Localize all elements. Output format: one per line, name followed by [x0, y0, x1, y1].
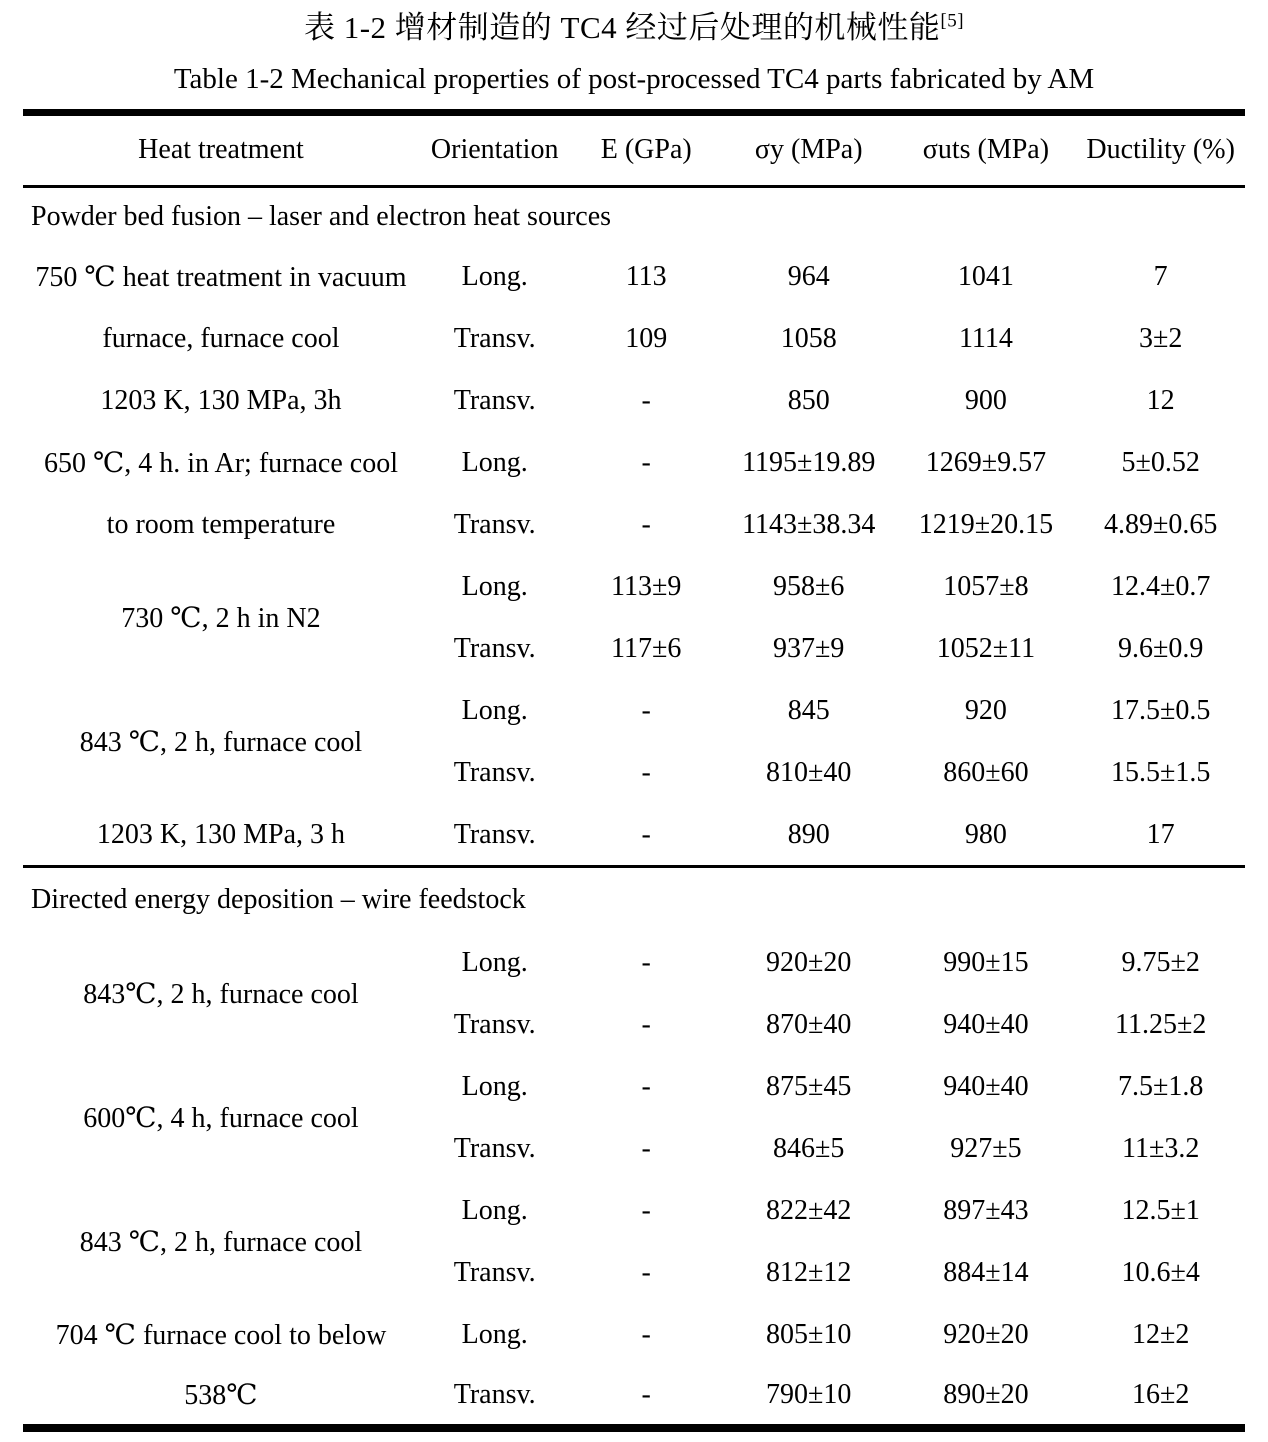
- table-row: [23, 494, 1245, 556]
- sigma-y-cell: 875±45: [766, 1071, 852, 1103]
- heat-treatment-cell: 730 ℃, 2 h in N2: [121, 603, 321, 635]
- orientation-cell: Transv.: [453, 757, 536, 789]
- orientation-cell: Long.: [461, 1195, 528, 1227]
- orientation-cell: Long.: [461, 695, 528, 727]
- orientation-cell: Transv.: [453, 1133, 536, 1165]
- sigma-uts-cell: 920±20: [943, 1319, 1029, 1351]
- ductility-cell: 12.5±1: [1121, 1195, 1200, 1227]
- table-row: [23, 804, 1245, 866]
- e-gpa-cell: -: [641, 1195, 651, 1227]
- ductility-cell: 10.6±4: [1121, 1257, 1200, 1289]
- mechanical-properties-table: [23, 109, 1245, 1433]
- sigma-y-cell: 937±9: [773, 633, 845, 665]
- sigma-y-cell: 1058: [780, 323, 837, 355]
- sigma-y-cell: 845: [787, 695, 830, 727]
- sigma-uts-cell: 900: [964, 385, 1007, 417]
- sigma-y-cell: 790±10: [766, 1379, 852, 1411]
- e-gpa-cell: -: [641, 1257, 651, 1289]
- heat-treatment-cell: furnace, furnace cool: [102, 323, 340, 355]
- ductility-cell: 17.5±0.5: [1110, 695, 1211, 727]
- heat-treatment-cell: 843 ℃, 2 h, furnace cool: [79, 727, 363, 759]
- sigma-uts-cell: 990±15: [943, 947, 1029, 979]
- e-gpa-cell: 113: [625, 261, 667, 293]
- table-row: [23, 246, 1245, 308]
- ductility-cell: 11.25±2: [1115, 1009, 1207, 1041]
- col-header-sigma-uts: σuts (MPa): [895, 112, 1076, 186]
- heat-treatment-cell: 538℃: [184, 1380, 258, 1412]
- header-row: [23, 112, 1245, 186]
- ductility-cell: 7.5±1.8: [1117, 1071, 1204, 1103]
- sigma-uts-cell: 1041: [957, 261, 1014, 293]
- ductility-cell: 9.75±2: [1121, 947, 1200, 979]
- sigma-uts-cell: 940±40: [943, 1009, 1029, 1041]
- e-gpa-cell: 113±9: [611, 571, 682, 603]
- orientation-cell: Transv.: [453, 1257, 536, 1289]
- table-row: [23, 370, 1245, 432]
- ductility-cell: 16±2: [1131, 1379, 1190, 1411]
- sigma-uts-cell: 940±40: [943, 1071, 1029, 1103]
- sigma-uts-cell: 897±43: [943, 1195, 1029, 1227]
- sigma-y-cell: 805±10: [766, 1319, 852, 1351]
- sigma-y-cell: 958±6: [773, 571, 845, 603]
- e-gpa-cell: 109: [625, 323, 668, 355]
- sigma-uts-cell: 1057±8: [943, 571, 1029, 603]
- heat-treatment-cell: 843 ℃, 2 h, furnace cool: [79, 1227, 363, 1259]
- sigma-uts-cell: 920: [964, 695, 1007, 727]
- col-header-ductility: Ductility (%): [1076, 112, 1245, 186]
- ductility-cell: 11±3.2: [1122, 1133, 1200, 1165]
- ductility-cell: 7: [1153, 261, 1168, 293]
- citation-ref: [5]: [940, 10, 965, 32]
- ductility-cell: 17: [1146, 818, 1175, 850]
- orientation-cell: Long.: [461, 571, 528, 603]
- orientation-cell: Transv.: [453, 633, 536, 665]
- heat-treatment-cell: 600℃, 4 h, furnace cool: [83, 1103, 359, 1135]
- ductility-cell: 12.4±0.7: [1110, 571, 1211, 603]
- sigma-uts-cell: 1219±20.15: [918, 509, 1054, 541]
- table-row: [23, 1366, 1245, 1428]
- table-caption-en: Table 1-2 Mechanical properties of post-processed TC4 parts fabricated by AM: [173, 62, 1095, 95]
- sigma-y-cell: 812±12: [766, 1257, 852, 1289]
- heat-treatment-cell: 1203 K, 130 MPa, 3 h: [96, 818, 346, 850]
- e-gpa-cell: -: [641, 1379, 651, 1411]
- ductility-cell: 9.6±0.9: [1117, 633, 1204, 665]
- col-header-heat-treatment: Heat treatment: [23, 112, 419, 186]
- e-gpa-cell: -: [641, 509, 651, 541]
- table-row: [23, 1304, 1245, 1366]
- e-gpa-cell: -: [641, 1319, 651, 1351]
- section-header-row: [23, 186, 1245, 246]
- e-gpa-cell: -: [641, 1009, 651, 1041]
- orientation-cell: Long.: [461, 947, 528, 979]
- e-gpa-cell: -: [641, 757, 651, 789]
- e-gpa-cell: -: [641, 1133, 651, 1165]
- orientation-cell: Transv.: [453, 509, 536, 541]
- ductility-cell: 12±2: [1131, 1319, 1190, 1351]
- e-gpa-cell: -: [641, 818, 651, 850]
- ductility-cell: 5±0.52: [1121, 447, 1200, 479]
- heat-treatment-cell: 704 ℃ furnace cool to below: [55, 1320, 387, 1352]
- sigma-y-cell: 870±40: [766, 1009, 852, 1041]
- section-title: Powder bed fusion – laser and electron heat sources: [31, 201, 612, 233]
- table-row: [23, 308, 1245, 370]
- sigma-uts-cell: 927±5: [950, 1133, 1022, 1165]
- e-gpa-cell: -: [641, 385, 651, 417]
- ductility-cell: 15.5±1.5: [1110, 757, 1211, 789]
- sigma-uts-cell: 980: [964, 818, 1007, 850]
- orientation-cell: Transv.: [453, 385, 536, 417]
- table-row: [23, 932, 1245, 994]
- section-header-row: [23, 866, 1245, 932]
- sigma-y-cell: 1143±38.34: [742, 509, 876, 541]
- orientation-cell: Transv.: [453, 1379, 536, 1411]
- e-gpa-cell: -: [641, 447, 651, 479]
- sigma-y-cell: 1195±19.89: [742, 447, 876, 479]
- section-title: Directed energy deposition – wire feedstock: [23, 866, 1245, 932]
- heat-treatment-cell: 750 ℃ heat treatment in vacuum: [35, 262, 407, 294]
- sigma-y-cell: 890: [787, 818, 830, 850]
- sigma-uts-cell: 890±20: [943, 1379, 1029, 1411]
- col-header-sigma-y: σy (MPa): [722, 112, 896, 186]
- orientation-cell: Long.: [461, 1319, 528, 1351]
- orientation-cell: Transv.: [453, 1009, 536, 1041]
- sigma-y-cell: 810±40: [766, 757, 852, 789]
- ductility-cell: 12: [1146, 385, 1175, 417]
- e-gpa-cell: -: [641, 1071, 651, 1103]
- table-row: [23, 556, 1245, 618]
- e-gpa-cell: -: [641, 695, 651, 727]
- heat-treatment-cell: 650 ℃, 4 h. in Ar; furnace cool: [43, 448, 398, 480]
- sigma-y-cell: 850: [787, 385, 830, 417]
- sigma-uts-cell: 1269±9.57: [925, 447, 1047, 479]
- sigma-y-cell: 822±42: [766, 1195, 852, 1227]
- orientation-cell: Transv.: [453, 818, 536, 850]
- caption-zh-text: 表 1-2 增材制造的 TC4 经过后处理的机械性能: [303, 10, 941, 45]
- sigma-uts-cell: 1052±11: [936, 633, 1036, 665]
- table-row: [23, 432, 1245, 494]
- sigma-uts-cell: 1114: [958, 323, 1013, 355]
- col-header-orientation: Orientation: [419, 112, 571, 186]
- orientation-cell: Long.: [461, 447, 528, 479]
- heat-treatment-cell: to room temperature: [106, 509, 336, 541]
- ductility-cell: 4.89±0.65: [1103, 509, 1218, 541]
- orientation-cell: Transv.: [453, 323, 536, 355]
- sigma-y-cell: 920±20: [766, 947, 852, 979]
- orientation-cell: Long.: [461, 1071, 528, 1103]
- sigma-uts-cell: 884±14: [943, 1257, 1029, 1289]
- table-row: [23, 680, 1245, 742]
- table-row: [23, 1180, 1245, 1242]
- col-header-e-gpa: E (GPa): [570, 112, 722, 186]
- sigma-y-cell: 846±5: [773, 1133, 845, 1165]
- table-caption-zh: [0, 0, 1268, 46]
- e-gpa-cell: 117±6: [611, 633, 682, 665]
- heat-treatment-cell: 843℃, 2 h, furnace cool: [83, 979, 359, 1011]
- ductility-cell: 3±2: [1138, 323, 1183, 355]
- sigma-uts-cell: 860±60: [943, 757, 1029, 789]
- table-row: [23, 1056, 1245, 1118]
- orientation-cell: Long.: [461, 261, 528, 293]
- e-gpa-cell: -: [641, 947, 651, 979]
- heat-treatment-cell: 1203 K, 130 MPa, 3h: [100, 385, 342, 417]
- sigma-y-cell: 964: [787, 261, 830, 293]
